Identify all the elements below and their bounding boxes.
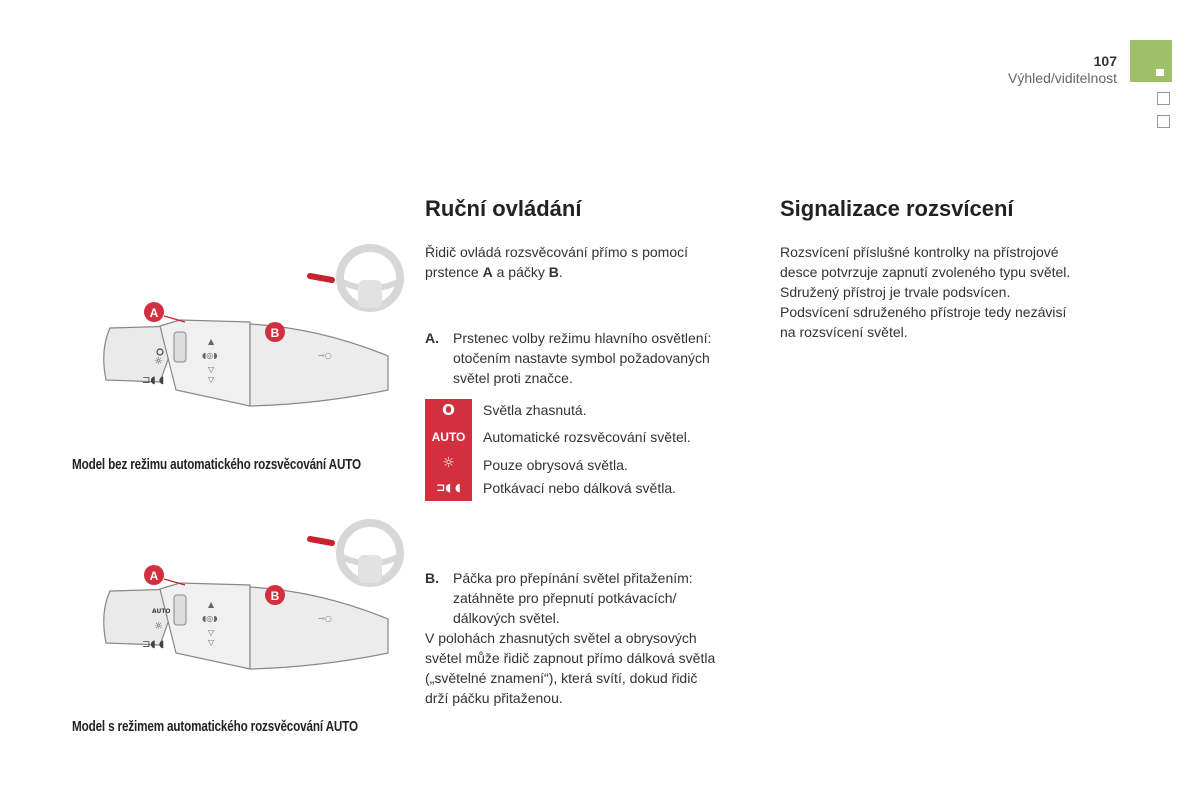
signal-section: [780, 196, 1140, 222]
manual-control-section: [425, 196, 755, 222]
chapter-marker-icon: [1156, 69, 1164, 76]
svg-text:▽: ▽: [208, 375, 215, 384]
signal-text: [780, 242, 1140, 342]
stalk-illustration-2: [70, 515, 410, 695]
chapter-tab-active[interactable]: [1130, 40, 1172, 82]
legend-auto-text: Automatické rozsvěcování světel.: [483, 429, 691, 445]
paragraph-line: („světelné znamení“), která svítí, dokud řidič: [425, 670, 698, 686]
auto-symbol: AUTO: [431, 430, 466, 444]
svg-text:⊸○: ⊸○: [318, 614, 332, 623]
svg-text:⊐◖ ◖: ⊐◖ ◖: [142, 375, 165, 386]
intro-line: [425, 262, 755, 282]
svg-text:▽: ▽: [208, 628, 215, 637]
svg-text:▽: ▽: [208, 365, 215, 374]
paragraph-line: V polohách zhasnutých světel a obrysových: [425, 630, 697, 646]
intro-text: a páčky: [492, 264, 549, 280]
item-a-line: Prstenec volby režimu hlavního osvětlení:: [453, 330, 712, 346]
lighting-stalk-icon: [104, 583, 388, 669]
item-b-label: B.: [425, 570, 439, 586]
headlight-flash-paragraph: [425, 628, 755, 708]
callout-b-label: B: [270, 326, 280, 340]
callout-b-label: B: [270, 589, 280, 603]
figure-caption-1: Model bez režimu automatického rozsvěcování AUTO: [72, 456, 361, 473]
sidelights-icon: ☼: [442, 455, 455, 471]
paragraph-line: světel může řidič zapnout přímo dálková světla: [425, 650, 716, 666]
off-symbol: O: [442, 401, 455, 419]
manual-control-heading: Ruční ovládání: [425, 196, 582, 221]
svg-text:⊐◖ ◖: ⊐◖ ◖: [142, 639, 165, 650]
lighting-stalk-icon: [104, 320, 388, 406]
headlights-icon: ⊐◖ ◖: [436, 481, 461, 494]
intro-text: prstence: [425, 264, 483, 280]
svg-text:☼: ☼: [154, 356, 163, 367]
signal-heading: Signalizace rozsvícení: [780, 196, 1014, 221]
section-title: Výhled/viditelnost: [1008, 70, 1117, 86]
item-b-line: Páčka pro přepínání světel přitažením:: [453, 570, 693, 586]
svg-text:⊸○: ⊸○: [318, 351, 332, 360]
item-b-line: dálkových světel.: [453, 610, 560, 626]
item-a: [425, 328, 755, 388]
paragraph-line: drží páčku přitaženou.: [425, 690, 563, 706]
svg-text:▲: ▲: [208, 337, 215, 346]
intro-line: Řidič ovládá rozsvěcování přímo s pomocí: [425, 244, 688, 260]
manual-intro: [425, 242, 755, 282]
legend-off-text: Světla zhasnutá.: [483, 402, 587, 418]
chapter-tab[interactable]: [1157, 115, 1170, 128]
callout-a-label: A: [149, 569, 159, 583]
item-a-line: otočením nastavte symbol požadovaných: [453, 350, 710, 366]
svg-text:☼: ☼: [154, 621, 163, 632]
page-number: 107: [1093, 53, 1117, 69]
signal-line: Sdružený přístroj je trvale podsvícen.: [780, 284, 1011, 300]
svg-text:▲: ▲: [208, 600, 215, 609]
intro-text: .: [558, 264, 563, 280]
lever-ref: B: [548, 264, 559, 280]
item-b-text: [453, 568, 753, 628]
legend-headlights-text: Potkávací nebo dálková světla.: [483, 480, 677, 496]
svg-text:◖◎◗: ◖◎◗: [202, 614, 218, 623]
item-a-line: světel proti značce.: [453, 370, 573, 386]
item-b-line: zatáhněte pro přepnutí potkávacích/: [453, 590, 677, 606]
signal-line: Podsvícení sdruženého přístroje tedy nezávisí: [780, 304, 1067, 320]
item-a-label: A.: [425, 330, 439, 346]
callout-a-label: A: [149, 306, 159, 320]
signal-line: Rozsvícení příslušné kontrolky na přístrojové: [780, 244, 1059, 260]
item-b: [425, 568, 755, 628]
figure-caption-2: Model s režimem automatického rozsvěcování AUTO: [72, 718, 358, 735]
legend-symbol-bar: [425, 399, 472, 501]
chapter-tab[interactable]: [1157, 92, 1170, 105]
signal-line: na rozsvícení světel.: [780, 324, 908, 340]
legend-sidelights-text: Pouze obrysová světla.: [483, 457, 628, 473]
auto-mode-label: AUTO: [152, 608, 171, 615]
item-a-text: [453, 328, 753, 388]
ring-ref: A: [482, 264, 493, 280]
steering-wheel-icon: [310, 523, 400, 583]
stalk-illustration-1: [70, 240, 410, 420]
steering-wheel-icon: [310, 248, 400, 308]
svg-text:▽: ▽: [208, 638, 215, 647]
signal-line: desce potvrzuje zapnutí zvoleného typu světel.: [780, 264, 1071, 280]
svg-text:◖◎◗: ◖◎◗: [202, 351, 218, 360]
